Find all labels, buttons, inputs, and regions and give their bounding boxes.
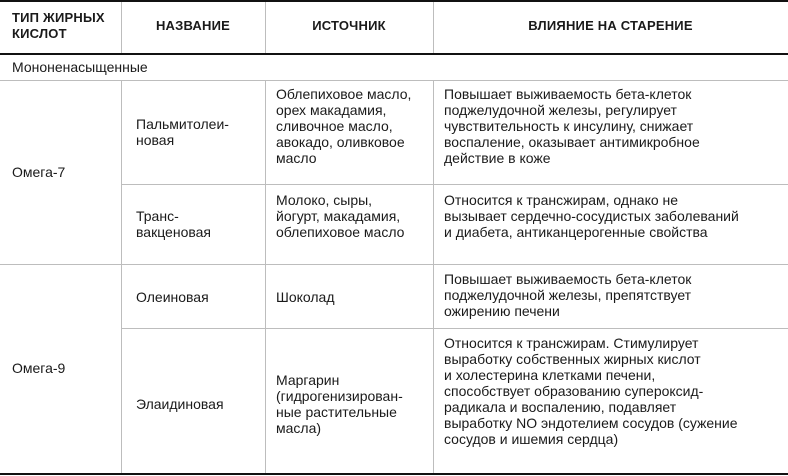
effect-elaidic: Относится к трансжирам. Стимулирует выработку собственных жирных кислот и холестерина клетками печени, способствует образованию супероксид- радикала и воспалению, подавляет выработку NO эндотелием сосудов (сужение сосудов и ишемия сердца) (444, 335, 738, 447)
table-bottom-rule (0, 473, 788, 475)
name-elaidic: Элаидиновая (136, 396, 224, 412)
col-divider-1-body (121, 80, 122, 473)
source-trans-vaccenic: Молоко, сыры, йогурт, макадамия, облепиховое масло (276, 192, 405, 240)
col-divider-3-body (433, 80, 434, 473)
header-effect: ВЛИЯНИЕ НА СТАРЕНИЕ (528, 18, 693, 33)
row1-bottom-rule (121, 184, 788, 185)
section-label: Мононенасыщенные (12, 59, 148, 75)
header-bottom-rule (0, 53, 788, 55)
type-omega-9: Омега-9 (12, 360, 66, 376)
header-type: ТИП ЖИРНЫХ КИСЛОТ (12, 10, 105, 41)
row3-bottom-rule (121, 328, 788, 329)
type-omega-7: Омега-7 (12, 164, 66, 180)
source-elaidic: Маргарин (гидрогенизирован- ные растительные масла) (276, 372, 403, 436)
effect-oleic: Повышает выживаемость бета-клеток поджелудочной железы, препятствует ожирению печени (444, 271, 692, 319)
effect-trans-vaccenic: Относится к трансжирам, однако не вызывает сердечно-сосудистых заболеваний и диабета, антиканцерогенные свойства (444, 192, 739, 240)
section-bottom-rule (0, 80, 788, 81)
source-oleic: Шоколад (276, 289, 335, 305)
omega7-bottom-rule (0, 264, 788, 265)
name-trans-vaccenic: Транс- вакценовая (136, 208, 212, 240)
source-palmitoleic: Облепиховое масло, орех макадамия, сливочное масло, авокадо, оливковое масло (276, 86, 412, 166)
name-palmitoleic: Пальмитолеи- новая (136, 116, 229, 148)
header-source: ИСТОЧНИК (312, 18, 386, 33)
header-name: НАЗВАНИЕ (155, 18, 231, 33)
effect-palmitoleic: Повышает выживаемость бета-клеток поджелудочной железы, регулирует чувствительность к инсулину, снижает воспаление, оказывает антимикробное действие в коже (444, 86, 700, 166)
table-top-rule (0, 0, 788, 2)
name-oleic: Олеиновая (136, 289, 209, 305)
col-divider-2-body (265, 80, 266, 473)
